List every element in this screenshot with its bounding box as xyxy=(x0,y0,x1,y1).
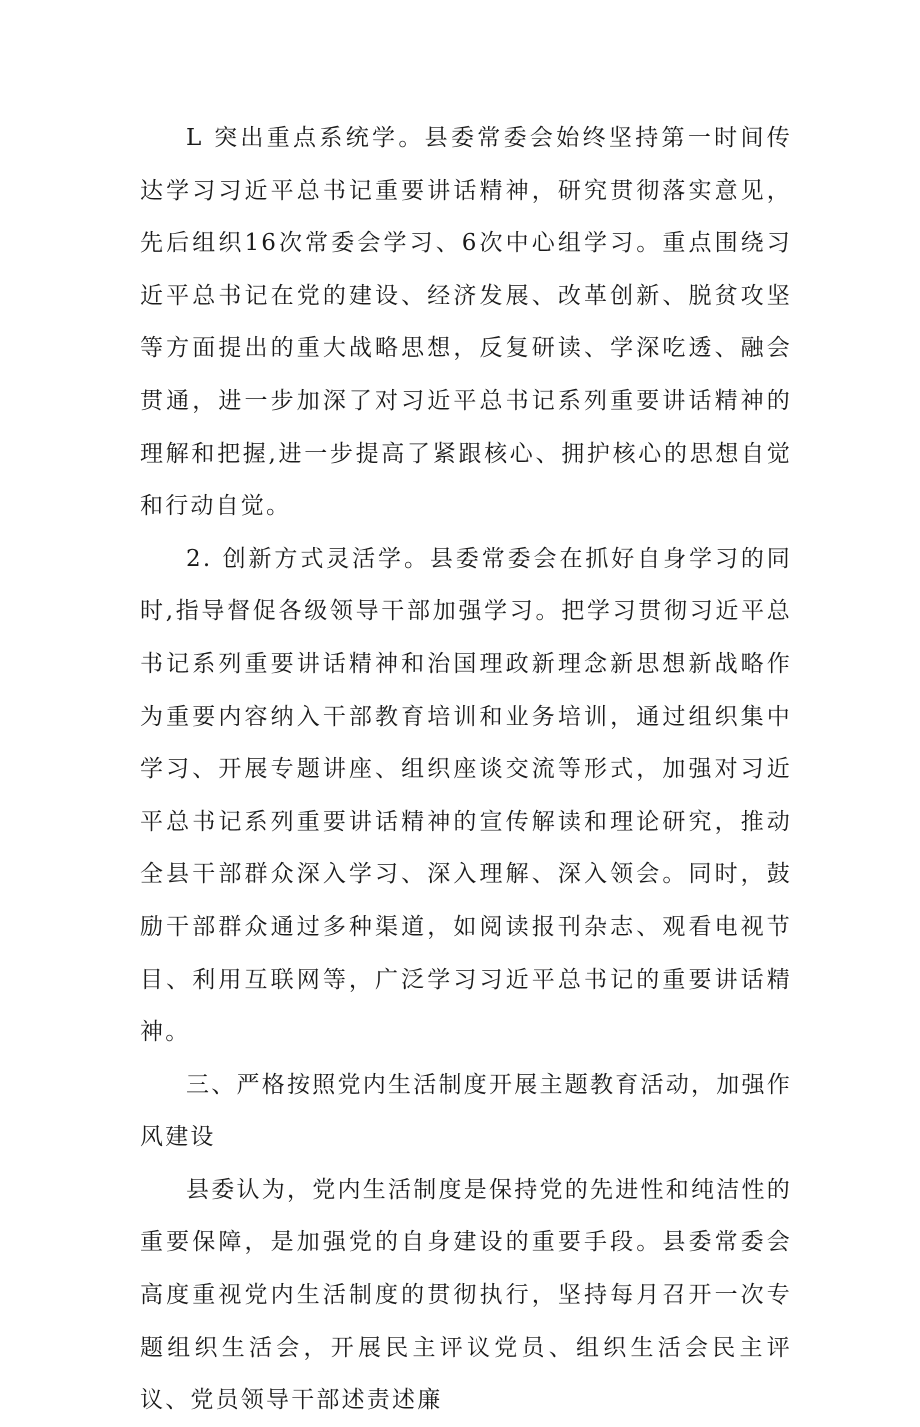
paragraph-innovative-study: 2. 创新方式灵活学。县委常委会在抓好自身学习的同时,指导督促各级领导干部加强学习。把学习贯彻习近平总书记系列重要讲话精神和治国理政新理念新思想新战略作为重要内容纳入干部教育培训和业务培训，通过组织集中学习、开展专题讲座、组织座谈交流等形式，加强对习近平总书记系列重要讲话精神的宣传解读和理论研究，推动全县干部群众深入学习、深入理解、深入领会。同时，鼓励干部群众通过多种渠道，如阅读报刊杂志、观看电视节目、利用互联网等，广泛学习习近平总书记的重要讲话精神。 xyxy=(140,545,792,1046)
section-heading-party-life: 三、严格按照党内生活制度开展主题教育活动，加强作风建设 xyxy=(140,1071,792,1151)
document-body xyxy=(140,112,792,1427)
paragraph-party-life-system: 县委认为，党内生活制度是保持党的先进性和纯洁性的重要保障，是加强党的自身建设的重要手段。县委常委会高度重视党内生活制度的贯彻执行，坚持每月召开一次专题组织生活会，开展民主评议党员、组织生活会民主评议、党员领导干部述责述廉 xyxy=(140,1176,792,1414)
paragraph-study-key-points: L 突出重点系统学。县委常委会始终坚持第一时间传达学习习近平总书记重要讲话精神，研究贯彻落实意见，先后组织16次常委会学习、6次中心组学习。重点围绕习近平总书记在党的建设、经济发展、改革创新、脱贫攻坚等方面提出的重大战略思想，反复研读、学深吃透、融会贯通，进一步加深了对习近平总书记系列重要讲话精神的理解和把握,进一步提高了紧跟核心、拥护核心的思想自觉和行动自觉。 xyxy=(140,125,792,520)
